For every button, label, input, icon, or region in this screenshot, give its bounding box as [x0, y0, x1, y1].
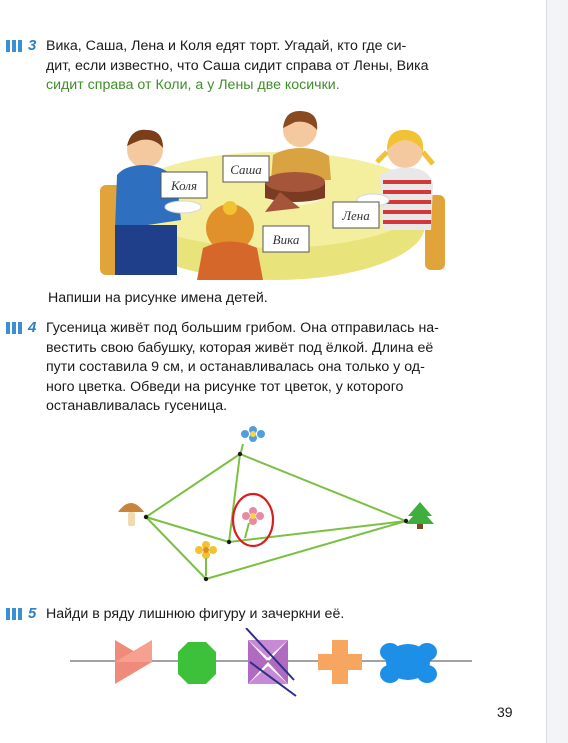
blue-cloud-shape[interactable] — [380, 643, 437, 683]
name-card-label: Лена — [342, 208, 370, 223]
name-card-vika — [263, 226, 309, 252]
boy-top — [271, 111, 331, 180]
path-lines — [146, 454, 406, 579]
children-cake-illustration — [95, 100, 450, 280]
page-number: 39 — [497, 704, 513, 720]
fir-tree-icon — [406, 502, 434, 529]
name-card-label: Вика — [272, 232, 300, 247]
name-card-label: Саша — [230, 162, 262, 177]
task-line-text: дит, если известно, что Саша сидит справа от Лены, Вика — [46, 57, 429, 74]
task-marker — [0, 322, 22, 334]
task-line — [46, 57, 428, 77]
task-line: останавливалась гусеница. — [46, 398, 228, 414]
task-number: 5 — [28, 605, 37, 622]
task-line: Гусеница живёт под большим грибом. Она отправилась на- — [46, 320, 439, 336]
task-line: пути составила 9 см, и останавливалась она только у од- — [46, 359, 425, 375]
task-line: сидит справа от Коли, а у Лены две косички. — [46, 77, 340, 93]
task-text — [46, 319, 439, 417]
plate — [165, 201, 201, 213]
shapes-row — [70, 628, 480, 698]
task-marker — [0, 608, 22, 620]
task-marker — [0, 40, 22, 52]
path-nodes — [144, 452, 408, 581]
name-card-label: Коля — [170, 178, 198, 193]
name-card-sasha — [223, 156, 269, 182]
task-line: Вика, Саша, Лена и Коля едят торт. Угадай, кто где си- — [46, 38, 407, 54]
flower-icon — [241, 426, 265, 452]
task-line: ного цветка. Обведи на рисунке тот цветок, у которого — [46, 378, 404, 395]
task-text: Найди в ряду лишнюю фигуру и зачеркни её. — [46, 606, 345, 622]
task-line: вестить свою бабушку, которая живёт под ёлкой. Длина её — [46, 339, 434, 356]
name-card-kolya — [161, 172, 207, 198]
purple-bowtie-shape[interactable] — [248, 640, 288, 684]
task-number: 3 — [28, 37, 37, 54]
task-number: 4 — [28, 319, 37, 336]
girl-right — [377, 130, 433, 230]
orange-cross-shape[interactable] — [318, 640, 362, 684]
page-edge — [546, 0, 568, 743]
caterpillar-path-diagram — [110, 420, 440, 590]
name-card-lena — [333, 202, 379, 228]
mushroom-icon — [118, 503, 144, 526]
task-text — [46, 37, 428, 96]
flower-icon — [242, 507, 264, 538]
green-octagon-shape[interactable] — [178, 642, 216, 684]
task-instruction: Напиши на рисунке имена детей. — [48, 290, 268, 306]
